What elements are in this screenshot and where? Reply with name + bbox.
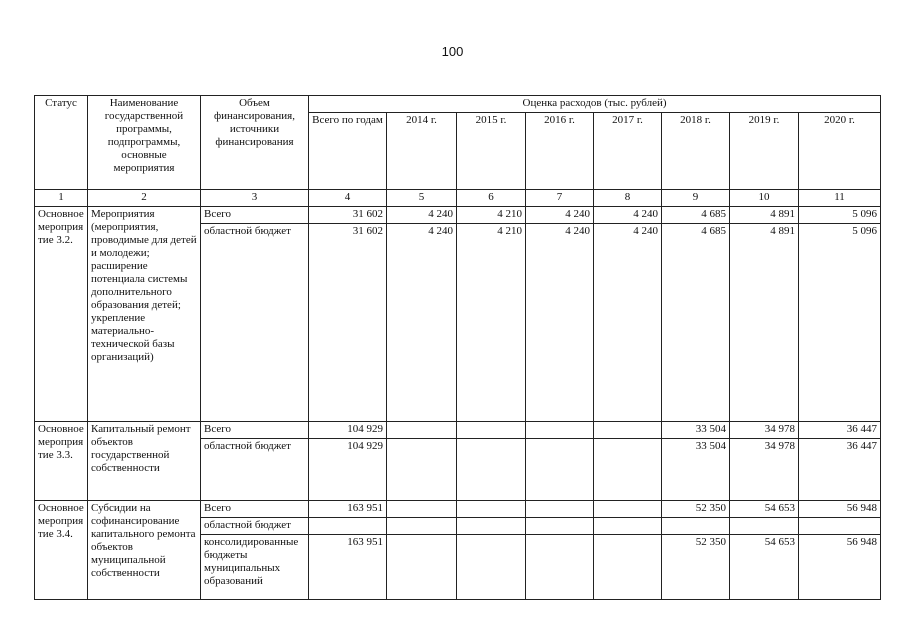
header-year-2015: 2015 г. [457,112,526,190]
column-number: 2 [88,190,201,207]
header-year-2020: 2020 г. [799,112,881,190]
year-2019-value-cell: 54 653 [730,534,799,599]
measure-name-cell: Мероприятия (мероприятия, проводимые для детей и молодежи; расширение потенциала системы дополнительного образования детей; укрепление материально-технической базы организаций) [88,207,201,422]
year-2016-value-cell: 4 240 [526,207,594,224]
year-2018-value-cell: 52 350 [662,534,730,599]
column-number: 5 [387,190,457,207]
year-2018-value-cell [662,518,730,535]
funding-source-cell: консолидированные бюджеты муниципальных образований [201,534,309,599]
header-name: Наименование государственной программы, подпрограммы, основные мероприятия [88,96,201,190]
column-number: 3 [201,190,309,207]
total-value-cell: 31 602 [309,207,387,224]
table-row [35,421,881,438]
year-2018-value-cell: 4 685 [662,207,730,224]
year-2014-value-cell [387,534,457,599]
total-value-cell: 104 929 [309,421,387,438]
year-2019-value-cell: 34 978 [730,438,799,501]
year-2014-value-cell: 4 240 [387,223,457,421]
year-2020-value-cell: 5 096 [799,223,881,421]
header-status: Статус [35,96,88,190]
year-2019-value-cell: 4 891 [730,207,799,224]
year-2018-value-cell: 33 504 [662,438,730,501]
year-2015-value-cell [457,501,526,518]
total-value-cell: 104 929 [309,438,387,501]
total-value-cell: 163 951 [309,534,387,599]
measure-name-cell: Капитальный ремонт объектов государственной собственности [88,421,201,501]
column-number: 6 [457,190,526,207]
year-2020-value-cell: 5 096 [799,207,881,224]
column-number: 10 [730,190,799,207]
year-2016-value-cell [526,518,594,535]
funding-source-cell: Всего [201,421,309,438]
year-2015-value-cell [457,518,526,535]
year-2017-value-cell [594,518,662,535]
year-2020-value-cell: 56 948 [799,534,881,599]
year-2017-value-cell: 4 240 [594,223,662,421]
year-2017-value-cell [594,438,662,501]
header-year-2017: 2017 г. [594,112,662,190]
year-2020-value-cell [799,518,881,535]
header-year-2018: 2018 г. [662,112,730,190]
year-2016-value-cell: 4 240 [526,223,594,421]
year-2019-value-cell: 54 653 [730,501,799,518]
year-2016-value-cell [526,501,594,518]
year-2015-value-cell [457,438,526,501]
column-number-row [35,190,881,207]
year-2017-value-cell [594,501,662,518]
year-2015-value-cell [457,534,526,599]
header-funding: Объем финансирования, источники финансирования [201,96,309,190]
year-2014-value-cell: 4 240 [387,207,457,224]
year-2017-value-cell [594,534,662,599]
total-value-cell: 163 951 [309,501,387,518]
column-number: 9 [662,190,730,207]
year-2019-value-cell: 4 891 [730,223,799,421]
total-value-cell [309,518,387,535]
expenditure-table [34,95,881,600]
year-2017-value-cell: 4 240 [594,207,662,224]
table-row [35,501,881,518]
year-2016-value-cell [526,534,594,599]
measure-name-cell: Субсидии на софинансирование капитального ремонта объектов муниципальной собственности [88,501,201,600]
status-cell: Основное мероприя тие 3.3. [35,421,88,501]
funding-source-cell: областной бюджет [201,223,309,421]
table-row [35,207,881,224]
total-value-cell: 31 602 [309,223,387,421]
funding-source-cell: Всего [201,207,309,224]
funding-source-cell: Всего [201,501,309,518]
year-2019-value-cell [730,518,799,535]
year-2016-value-cell [526,438,594,501]
year-2020-value-cell: 36 447 [799,438,881,501]
year-2018-value-cell: 33 504 [662,421,730,438]
year-2016-value-cell [526,421,594,438]
year-2018-value-cell: 4 685 [662,223,730,421]
year-2014-value-cell [387,438,457,501]
funding-source-cell: областной бюджет [201,518,309,535]
page-number: 100 [441,44,464,59]
header-year-2014: 2014 г. [387,112,457,190]
year-2019-value-cell: 34 978 [730,421,799,438]
header-year-2019: 2019 г. [730,112,799,190]
year-2014-value-cell [387,518,457,535]
year-2014-value-cell [387,501,457,518]
year-2015-value-cell: 4 210 [457,207,526,224]
header-year-2016: 2016 г. [526,112,594,190]
funding-source-cell: областной бюджет [201,438,309,501]
year-2020-value-cell: 36 447 [799,421,881,438]
status-cell: Основное мероприя тие 3.4. [35,501,88,600]
column-number: 4 [309,190,387,207]
header-total: Всего по годам [309,112,387,190]
column-number: 1 [35,190,88,207]
year-2020-value-cell: 56 948 [799,501,881,518]
year-2015-value-cell [457,421,526,438]
column-number: 11 [799,190,881,207]
year-2018-value-cell: 52 350 [662,501,730,518]
header-estimate: Оценка расходов (тыс. рублей) [309,96,881,113]
year-2014-value-cell [387,421,457,438]
year-2015-value-cell: 4 210 [457,223,526,421]
status-cell: Основное мероприя тие 3.2. [35,207,88,422]
column-number: 8 [594,190,662,207]
year-2017-value-cell [594,421,662,438]
column-number: 7 [526,190,594,207]
